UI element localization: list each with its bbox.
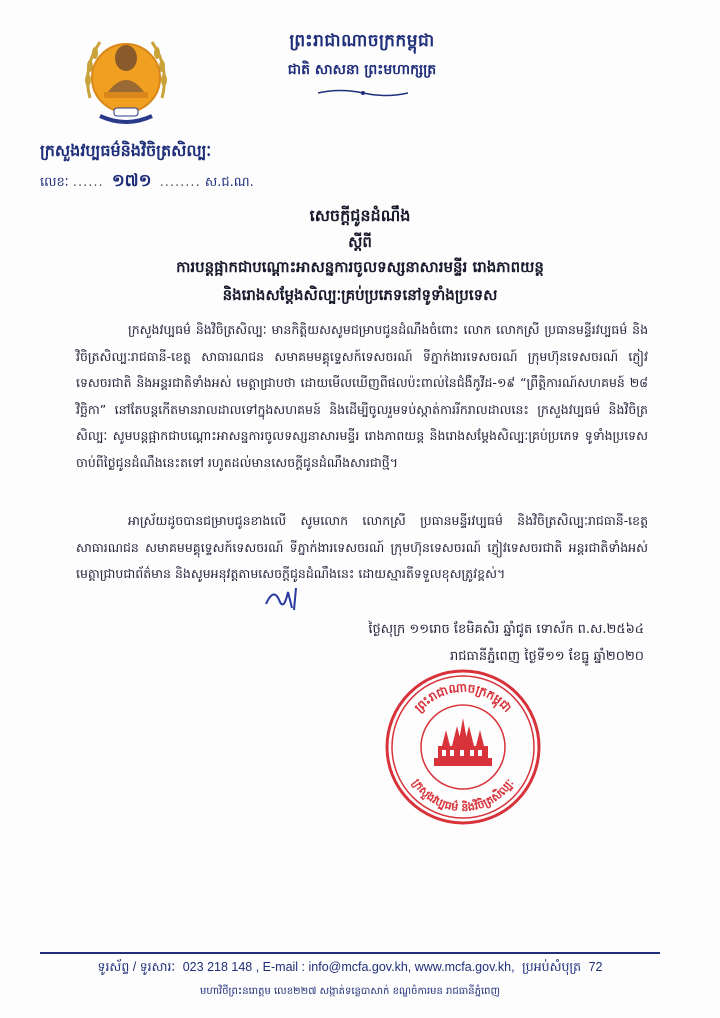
seal-bottom-text: ក្រសួងវប្បធម៌ និងវិចិត្រសិល្បៈ bbox=[409, 776, 517, 815]
solar-date: រាជធានីភ្នំពេញ ថ្ងៃទី១១ ខែធ្នូ ឆ្នាំ២០២០ bbox=[450, 649, 644, 664]
reference-number bbox=[40, 170, 254, 195]
dotted-leader: ........ bbox=[159, 175, 201, 190]
dotted-leader: ...... bbox=[72, 175, 104, 190]
angkor-wat-icon bbox=[434, 718, 492, 766]
po-box-number: 72 bbox=[588, 960, 603, 974]
footer-address: មហាវិថីព្រះនរោត្តម លេខ២២៧ សង្កាត់ទន្លេបាសាក់ ខណ្ឌចំការមន រាជធានីភ្នំពេញ bbox=[199, 986, 501, 997]
phone-label: ទូរស័ព្ទ / ទូរសារៈ bbox=[97, 960, 176, 974]
contact-details: 023 218 148 , E-mail : info@mcfa.gov.kh, www.mcfa.gov.kh, bbox=[182, 960, 515, 974]
reference-label: លេខៈ bbox=[40, 175, 69, 190]
decorative-divider bbox=[318, 88, 408, 98]
notice-subject-line1: ការបន្តផ្អាកជាបណ្តោះអាសន្នការចូលទស្សនាសារមន្ទីរ រោងភាពយន្ត bbox=[176, 258, 544, 276]
footer-divider bbox=[40, 952, 660, 954]
ministry-name: ក្រសួងវប្បធម៌និងវិចិត្រសិល្បៈ bbox=[40, 141, 212, 160]
footer-contact bbox=[40, 960, 660, 978]
initial-signature bbox=[262, 582, 312, 612]
official-seal bbox=[382, 666, 544, 828]
body-paragraph-2: អាស្រ័យដូចបានជម្រាបជូនខាងលើ សូមលោក លោកស្រី ប្រធានមន្ទីរវប្បធម៌ និងវិចិត្រសិល្បៈរាជធានី-ខេត្ត សាធារណជន សមាគមមគ្គុទ្ទេសក៍ទេសចរណ៍ ទីភ្នាក់ងារទេសចរណ៍ ក្រុមហ៊ុនទេសចរណ៍ ភ្ញៀវទេសចរជាតិ អន្តរជាតិទាំងអស់ មេត្តាជ្រាបជាព័ត៌មាន និងសូមអនុវត្តតាមសេចក្តីជូនដំណឹងនេះ ដោយស្មារតីទទួលខុសត្រូវខ្ពស់។ bbox=[76, 513, 648, 581]
notice-subject-label: ស្តីពី bbox=[348, 233, 372, 251]
notice-title: សេចក្តីជូនដំណឹង bbox=[309, 206, 411, 225]
reference-value: ១៧១ bbox=[111, 171, 152, 191]
lunar-date: ថ្ងៃសុក្រ ១១រោច ខែមិគសិរ ឆ្នាំជូត ទោស័ក ព.ស.២៥៦៤ bbox=[368, 622, 644, 637]
ministry-logo bbox=[78, 28, 174, 128]
seal-top-text: ព្រះរាជាណាចក្រកម្ពុជា bbox=[411, 680, 515, 715]
svg-text:ក្រសួងវប្បធម៌ និងវិចិត្រសិល្បៈ bbox=[410, 776, 517, 814]
reference-suffix: ស.ជ.ណ. bbox=[204, 175, 254, 190]
body-paragraph-1: ក្រសួងវប្បធម៌ និងវិចិត្រសិល្បៈ មានកិត្តិយសសូមជម្រាបជូនដំណឹងចំពោះ លោក លោកស្រី ប្រធានមន្ទីរវប្បធម៌ និងវិចិត្រសិល្បៈរាជធានី-ខេត្ត សាធារណជន សមាគមមគ្គុទ្ទេសក៍ទេសចរណ៍ ទីភ្នាក់ងារទេសចរណ៍ ក្រុមហ៊ុនទេសចរណ៍ ភ្ញៀវទេសចរជាតិ និងអន្តរជាតិទាំងអស់ មេត្តាជ្រាបថា ដោយមើលឃើញពីផលប៉ះពាល់នៃជំងឺកូវីដ-១៩ “ព្រឹត្តិការណ៍សហគមន៍ ២៨ វិច្ឆិកា” នៅតែបន្តកើតមានរាលដាលទៅក្នុងសហគមន៍ និងដើម្បីចូលរួមទប់ស្កាត់ការរីករាលដាលនេះ ក្រសួងវប្បធម៌ និងវិចិត្រសិល្បៈ សូមបន្តផ្អាកជាបណ្តោះអាសន្នការចូលទស្សនាសារមន្ទីរ រោងភាពយន្ត និងរោងសម្តែងសិល្បៈគ្រប់ប្រភេទ ទូទាំងប្រទេស ចាប់ពីថ្ងៃជូនដំណឹងនេះតទៅ រហូតដល់មានសេចក្តីជូនដំណឹងសារជាថ្មី។ bbox=[76, 322, 648, 470]
notice-subject-line2: និងរោងសម្តែងសិល្បៈគ្រប់ប្រភេទនៅទូទាំងប្រទេស bbox=[222, 286, 498, 304]
po-box-label: ប្រអប់សំបុត្រ bbox=[522, 960, 582, 974]
national-motto: ជាតិ សាសនា ព្រះមហាក្សត្រ bbox=[287, 62, 437, 78]
kingdom-header: ព្រះរាជាណាចក្រកម្ពុជា bbox=[289, 31, 435, 51]
